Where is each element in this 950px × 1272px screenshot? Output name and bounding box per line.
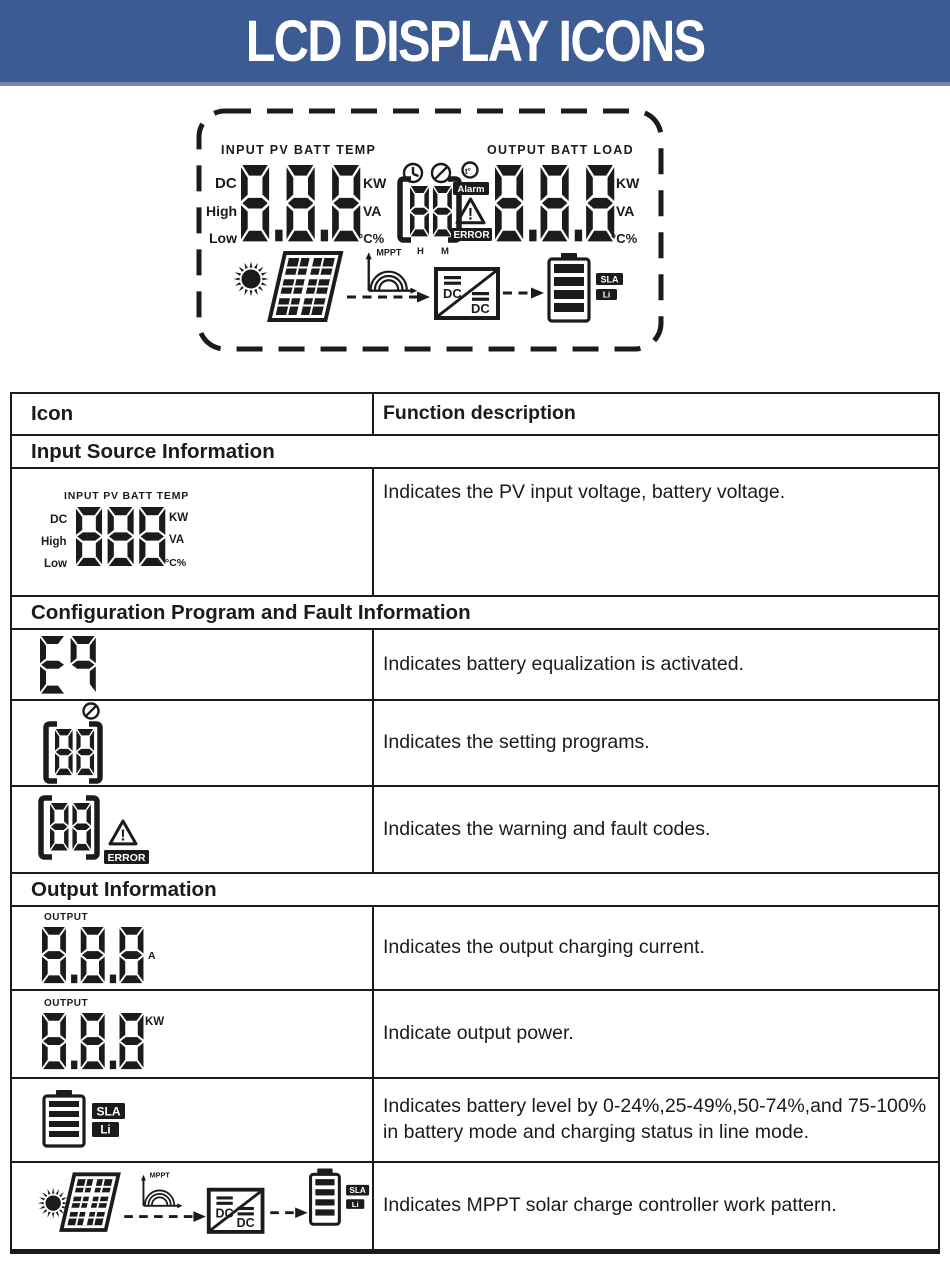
svg-text:DC: DC [50,512,68,526]
svg-text:Li: Li [100,1124,111,1137]
row-description: Indicates the output charging current. [383,936,705,959]
lcd-panel-figure [195,107,665,353]
svg-text:Li: Li [351,1199,359,1209]
svg-text:°C%: °C% [611,231,638,246]
table-row [12,699,938,785]
row-description: Indicates MPPT solar charge controller work pattern. [383,1194,837,1217]
svg-text:A: A [148,950,156,962]
output-charging-current-icon [12,907,374,989]
row-description: Indicates the setting programs. [383,731,650,754]
svg-text:DC: DC [215,175,237,192]
svg-text:DC: DC [443,286,462,301]
page-title: LCD DISPLAY ICONS [245,8,705,74]
svg-text:Alarm: Alarm [457,184,485,196]
row-description: Indicates battery level by 0-24%,25-49%,50-74%,and 75-100% in battery mode and charging status in line mode. [383,1095,927,1143]
svg-text:!: ! [467,205,474,224]
svg-text:°C%: °C% [165,557,187,569]
battery-equalization-icon [12,630,374,699]
svg-text:t°: t° [465,167,471,176]
svg-text:VA: VA [616,203,635,219]
svg-text:OUTPUT: OUTPUT [44,998,89,1009]
description-column-header: Function description [383,402,576,425]
output-power-icon [12,991,374,1077]
svg-text:High: High [41,536,67,548]
setting-programs-icon [12,701,374,785]
table-row [12,467,938,595]
svg-text:°C%: °C% [358,231,385,246]
icon-column-header: Icon [12,394,374,434]
svg-text:KW: KW [363,175,387,191]
svg-text:SLA: SLA [600,274,619,285]
battery-level-icon [12,1079,374,1161]
svg-text:H: H [417,246,424,257]
svg-text:DC: DC [236,1216,255,1231]
svg-text:High: High [206,203,238,219]
svg-text:M: M [441,246,449,257]
row-description: Indicate output power. [383,1022,574,1045]
svg-text:DC: DC [471,301,490,316]
svg-text:!: ! [120,826,126,844]
page-banner [0,0,950,86]
svg-text:VA: VA [169,534,185,546]
table-row [12,989,938,1077]
svg-text:Low: Low [209,230,237,246]
svg-text:VA: VA [363,203,382,219]
svg-text:KW: KW [169,512,189,524]
svg-text:SLA: SLA [349,1186,366,1196]
svg-text:ERROR: ERROR [107,851,146,864]
svg-text:Low: Low [44,558,67,570]
section-output: Output Information [12,872,938,905]
svg-text:DC: DC [215,1206,234,1221]
section-configuration: Configuration Program and Fault Information [12,595,938,628]
svg-text:ERROR: ERROR [453,230,490,242]
table-row [12,905,938,989]
icon-function-table [10,392,940,1254]
row-description: Indicates the PV input voltage, battery voltage. [383,481,786,503]
row-description: Indicates battery equalization is activated. [383,652,744,675]
table-row [12,628,938,699]
svg-text:KW: KW [145,1016,165,1028]
lcd-display-diagram [195,107,665,353]
svg-text:INPUT PV BATT TEMP: INPUT PV BATT TEMP [221,143,377,157]
svg-text:OUTPUT: OUTPUT [44,912,89,923]
mppt-work-pattern-icon [12,1163,374,1249]
table-row [12,785,938,872]
input-pv-batt-temp-icon [12,469,374,595]
svg-text:SLA: SLA [96,1104,121,1119]
svg-text:INPUT PV BATT TEMP: INPUT PV BATT TEMP [64,490,190,502]
table-row [12,1161,938,1249]
svg-text:OUTPUT BATT LOAD: OUTPUT BATT LOAD [487,143,634,157]
svg-text:KW: KW [616,175,640,191]
table-row [12,1077,938,1161]
warning-fault-codes-icon [12,787,374,872]
table-header-row [12,394,938,434]
row-description: Indicates the warning and fault codes. [383,817,711,840]
section-input-source: Input Source Information [12,434,938,467]
svg-text:Li: Li [602,289,611,300]
svg-text:MPPT: MPPT [149,1170,170,1180]
svg-text:MPPT: MPPT [376,247,402,258]
